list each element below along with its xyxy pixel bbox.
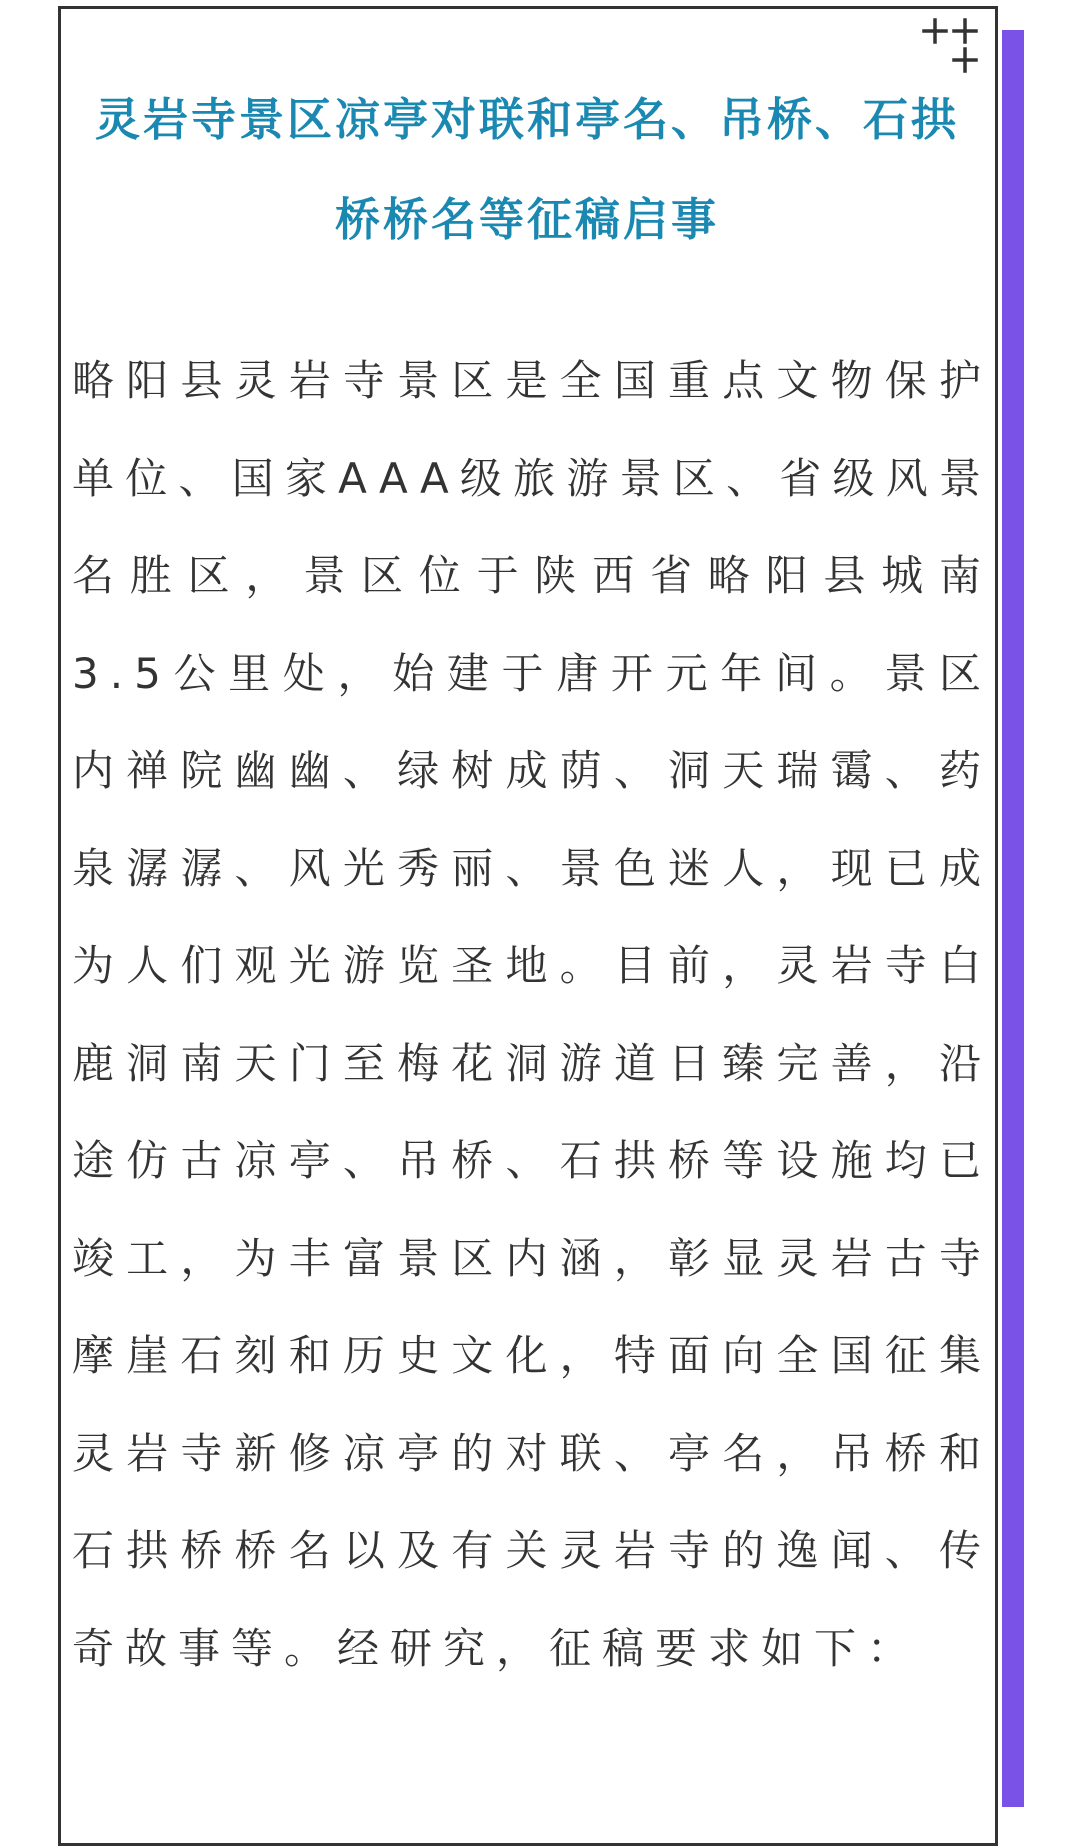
plus-cluster-icon <box>922 18 982 78</box>
article-body: 略阳县灵岩寺景区是全国重点文物保护单位、国家AAA级旅游景区、省级风景名胜区，景区位于陕西省略阳县城南3.5公里处，始建于唐开元年间。景区内禅院幽幽、绿树成荫、洞天瑞霭、药泉潺潺、风光秀丽、景色迷人，现已成为人们观光游览圣地。目前，灵岩寺白鹿洞南天门至梅花洞游道日臻完善，沿途仿古凉亭、吊桥、石拱桥等设施均已竣工，为丰富景区内涵，彰显灵岩古寺摩崖石刻和历史文化，特面向全国征集灵岩寺新修凉亭的对联、亭名，吊桥和石拱桥桥名以及有关灵岩寺的逸闻、传奇故事等。经研究，征稿要求如下： <box>72 356 992 1673</box>
article-title: 灵岩寺景区凉亭对联和亭名、吊桥、石拱桥桥名等征稿启事 <box>94 93 959 246</box>
accent-side-bar <box>1002 30 1024 1807</box>
